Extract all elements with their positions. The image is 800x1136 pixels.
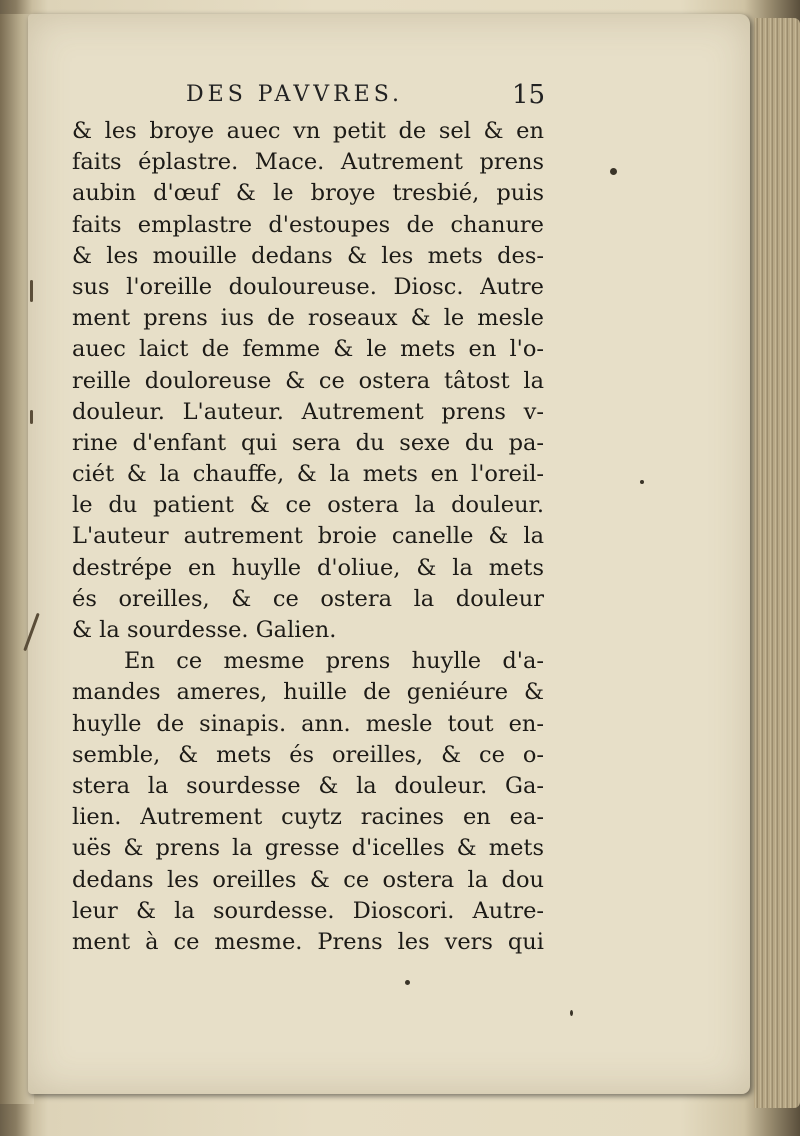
text-line: huylle de sinapis. ann. mesle tout en- <box>72 710 544 737</box>
text-line: auec laict de femme & le mets en l'o- <box>72 336 544 363</box>
text-line: stera la sourdesse & la douleur. Ga- <box>72 772 544 799</box>
text-line: mandes ameres, huille de geniéure & <box>72 679 544 706</box>
margin-mark <box>30 410 33 424</box>
text-line: sus l'oreille douloureuse. Diosc. Autre <box>72 273 544 300</box>
text-line: ciét & la chauffe, & la mets en l'oreil- <box>72 461 544 488</box>
text-line: douleur. L'auteur. Autrement prens v- <box>72 398 544 425</box>
page-edges <box>754 18 800 1108</box>
text-line: faits éplastre. Mace. Autrement prens <box>72 149 544 176</box>
text-line: faits emplastre d'estoupes de chanure <box>72 211 544 238</box>
text-line: rine d'enfant qui sera du sexe du pa- <box>72 429 544 456</box>
text-line: semble, & mets és oreilles, & ce o- <box>72 741 544 768</box>
ink-speck <box>570 1010 573 1016</box>
text-line: En ce mesme prens huylle d'a- <box>124 648 544 675</box>
text-line: dedans les oreilles & ce ostera la dou <box>72 866 544 893</box>
text-line: aubin d'œuf & le broye tresbié, puis <box>72 180 544 207</box>
ink-speck <box>640 480 644 484</box>
text-line: & la sourdesse. Galien. <box>72 617 337 643</box>
ink-speck <box>610 168 617 175</box>
page-number: 15 <box>512 80 546 110</box>
text-line: le du patient & ce ostera la douleur. <box>72 492 544 519</box>
text-line: uës & prens la gresse d'icelles & mets <box>72 835 544 862</box>
margin-mark <box>30 280 33 302</box>
ink-speck <box>405 980 410 985</box>
text-line: lien. Autrement cuytz racines en ea- <box>72 804 544 831</box>
text-line: ment à ce mesme. Prens les vers qui <box>72 928 544 955</box>
text-line: ment prens ius de roseaux & le mesle <box>72 305 544 332</box>
text-block <box>72 116 544 958</box>
text-line: destrépe en huylle d'oliue, & la mets <box>72 554 544 581</box>
text-line: és oreilles, & ce ostera la douleur <box>72 585 544 612</box>
text-line: reille douloreuse & ce ostera tâtost la <box>72 367 544 394</box>
text-line: & les broye auec vn petit de sel & en <box>72 118 544 144</box>
running-head: DES PAVVRES. <box>186 82 404 107</box>
text-line: L'auteur autrement broie canelle & la <box>72 523 544 550</box>
text-line: leur & la sourdesse. Dioscori. Autre- <box>72 897 544 924</box>
text-line: & les mouille dedans & les mets des- <box>72 242 544 269</box>
